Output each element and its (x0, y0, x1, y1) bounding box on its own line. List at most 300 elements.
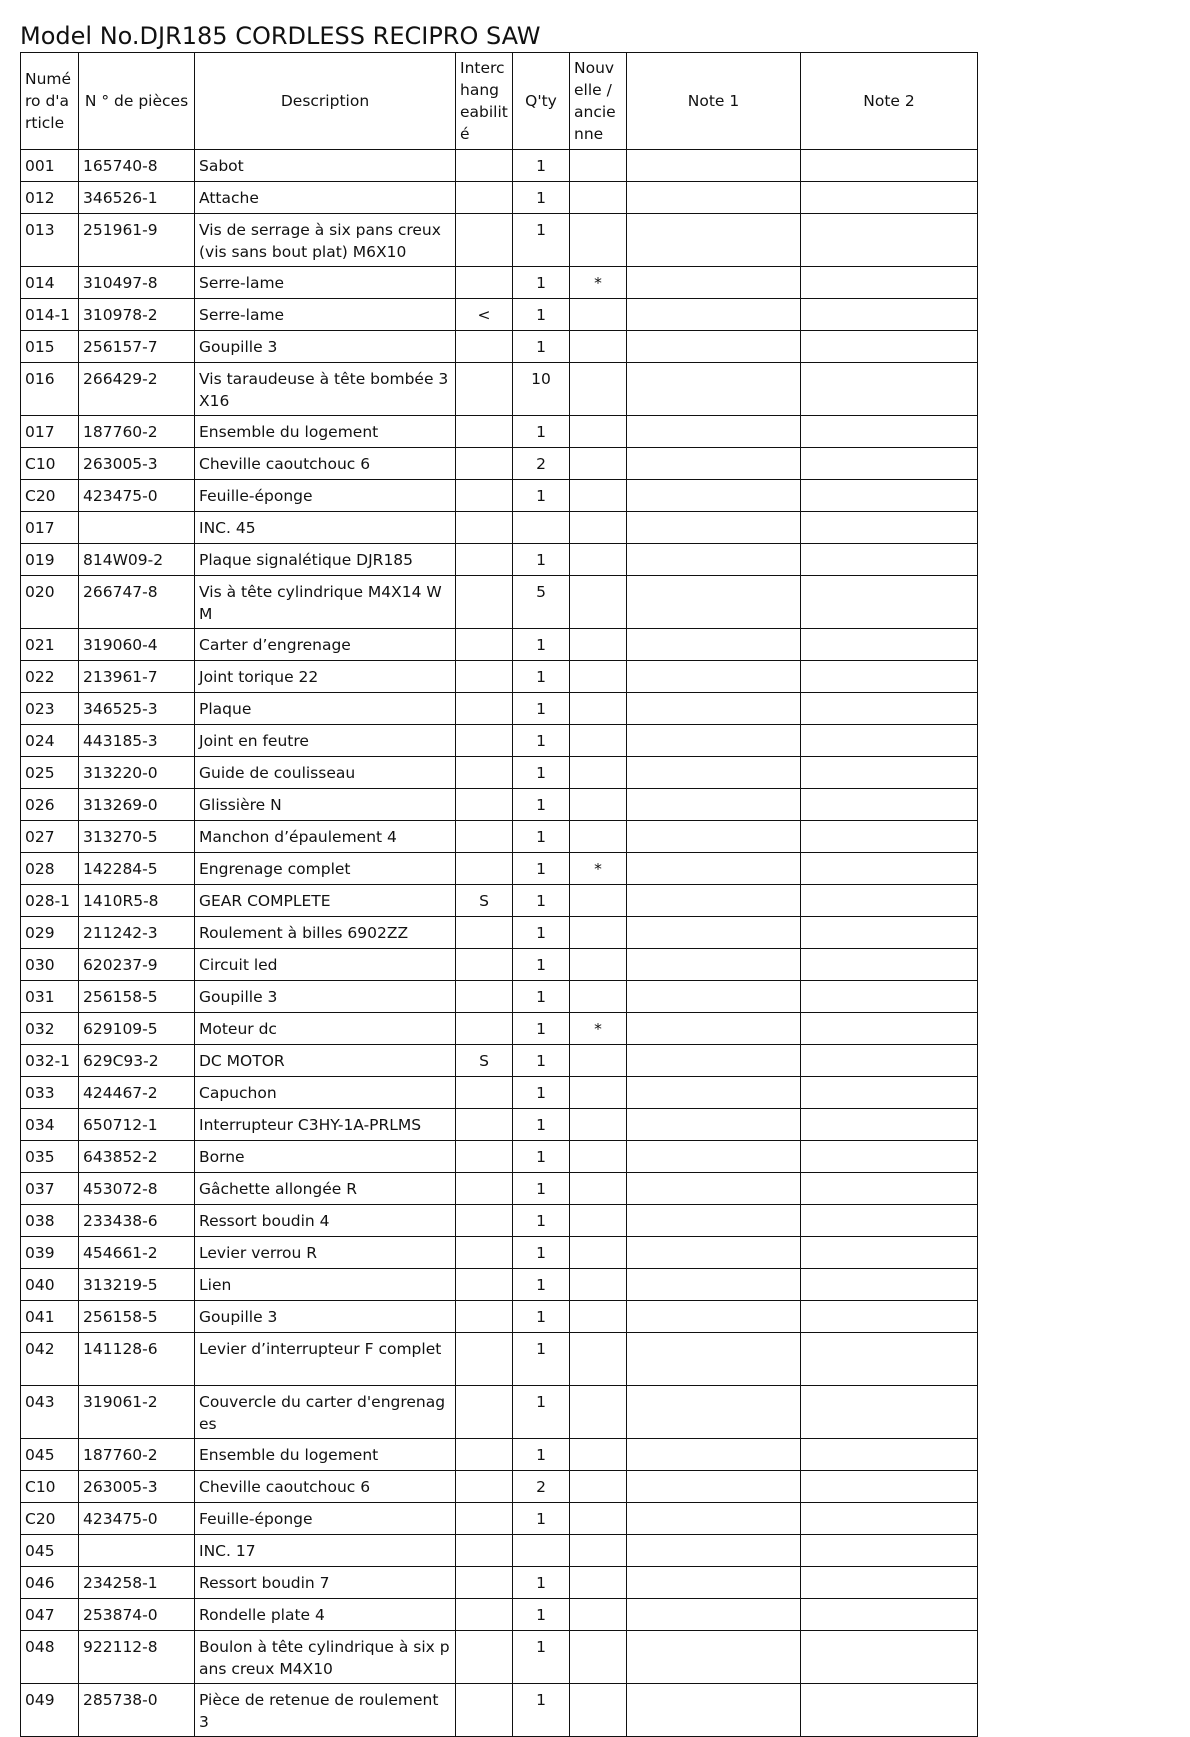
cell-note1 (627, 1205, 801, 1237)
cell-qty: 1 (513, 949, 570, 981)
cell-note2 (801, 1567, 978, 1599)
cell-part-no: 266747-8 (79, 576, 195, 629)
cell-item-no: 017 (21, 512, 79, 544)
cell-description: Glissière N (195, 789, 456, 821)
cell-part-no: 310978-2 (79, 299, 195, 331)
cell-description: GEAR COMPLETE (195, 885, 456, 917)
cell-item-no: 047 (21, 1599, 79, 1631)
cell-qty: 1 (513, 1077, 570, 1109)
table-row (21, 693, 978, 725)
cell-part-no: 629C93-2 (79, 1045, 195, 1077)
cell-qty: 1 (513, 544, 570, 576)
table-row (21, 214, 978, 267)
cell-new-old (570, 1205, 627, 1237)
cell-qty: 1 (513, 267, 570, 299)
cell-new-old (570, 949, 627, 981)
cell-note2 (801, 416, 978, 448)
cell-part-no: 643852-2 (79, 1141, 195, 1173)
cell-qty: 1 (513, 821, 570, 853)
cell-interchangeability (456, 693, 513, 725)
parts-table-body (21, 150, 978, 1737)
cell-note2 (801, 1439, 978, 1471)
header-note2: Note 2 (801, 53, 978, 150)
cell-description: INC. 17 (195, 1535, 456, 1567)
cell-item-no: 028-1 (21, 885, 79, 917)
cell-description: Levier d’interrupteur F complet (195, 1333, 456, 1386)
cell-description: Serre-lame (195, 267, 456, 299)
cell-qty: 1 (513, 214, 570, 267)
cell-qty: 1 (513, 1631, 570, 1684)
cell-note2 (801, 150, 978, 182)
page-title: Model No.DJR185 CORDLESS RECIPRO SAW (20, 22, 541, 50)
cell-note1 (627, 1045, 801, 1077)
cell-interchangeability: < (456, 299, 513, 331)
cell-note2 (801, 1386, 978, 1439)
cell-part-no: 423475-0 (79, 480, 195, 512)
cell-interchangeability (456, 629, 513, 661)
cell-item-no: 020 (21, 576, 79, 629)
cell-qty: 1 (513, 1173, 570, 1205)
cell-item-no: 014 (21, 267, 79, 299)
cell-description: Pièce de retenue de roulement 3 (195, 1684, 456, 1737)
cell-note2 (801, 363, 978, 416)
table-row (21, 512, 978, 544)
cell-item-no: 032-1 (21, 1045, 79, 1077)
cell-qty: 1 (513, 725, 570, 757)
cell-description: Gâchette allongée R (195, 1173, 456, 1205)
cell-description: Sabot (195, 150, 456, 182)
cell-note1 (627, 1503, 801, 1535)
cell-part-no: 211242-3 (79, 917, 195, 949)
cell-description: Joint en feutre (195, 725, 456, 757)
cell-qty: 1 (513, 1205, 570, 1237)
cell-interchangeability (456, 1141, 513, 1173)
cell-description: Ensemble du logement (195, 1439, 456, 1471)
cell-new-old (570, 629, 627, 661)
cell-interchangeability (456, 1599, 513, 1631)
table-row (21, 757, 978, 789)
cell-interchangeability (456, 1173, 513, 1205)
cell-note2 (801, 1503, 978, 1535)
cell-part-no: 629109-5 (79, 1013, 195, 1045)
cell-note2 (801, 1141, 978, 1173)
cell-note2 (801, 299, 978, 331)
cell-qty: 10 (513, 363, 570, 416)
cell-description: Moteur dc (195, 1013, 456, 1045)
cell-item-no: 017 (21, 416, 79, 448)
cell-qty: 1 (513, 661, 570, 693)
table-row (21, 544, 978, 576)
cell-description: Goupille 3 (195, 1301, 456, 1333)
cell-description: Serre-lame (195, 299, 456, 331)
cell-item-no: C20 (21, 480, 79, 512)
cell-new-old (570, 1237, 627, 1269)
cell-part-no: 213961-7 (79, 661, 195, 693)
header-row (21, 53, 978, 150)
cell-item-no: 032 (21, 1013, 79, 1045)
cell-interchangeability (456, 1301, 513, 1333)
cell-interchangeability (456, 1077, 513, 1109)
cell-interchangeability (456, 757, 513, 789)
cell-note2 (801, 480, 978, 512)
cell-new-old (570, 1535, 627, 1567)
cell-interchangeability (456, 1631, 513, 1684)
cell-description: Circuit led (195, 949, 456, 981)
parts-table (20, 52, 978, 1737)
cell-new-old (570, 416, 627, 448)
cell-note2 (801, 214, 978, 267)
cell-note1 (627, 1109, 801, 1141)
cell-description: DC MOTOR (195, 1045, 456, 1077)
cell-note1 (627, 1439, 801, 1471)
cell-description: INC. 45 (195, 512, 456, 544)
cell-note1 (627, 1386, 801, 1439)
cell-new-old (570, 1173, 627, 1205)
cell-new-old (570, 512, 627, 544)
cell-new-old (570, 725, 627, 757)
cell-description: Carter d’engrenage (195, 629, 456, 661)
cell-new-old (570, 299, 627, 331)
cell-note1 (627, 917, 801, 949)
cell-note1 (627, 1013, 801, 1045)
cell-item-no: 031 (21, 981, 79, 1013)
table-row (21, 480, 978, 512)
cell-item-no: 035 (21, 1141, 79, 1173)
cell-interchangeability (456, 949, 513, 981)
table-row (21, 1386, 978, 1439)
table-row (21, 1503, 978, 1535)
cell-part-no: 263005-3 (79, 1471, 195, 1503)
cell-item-no: C10 (21, 1471, 79, 1503)
table-row (21, 448, 978, 480)
cell-new-old: * (570, 267, 627, 299)
cell-note1 (627, 1599, 801, 1631)
cell-note2 (801, 1301, 978, 1333)
table-row (21, 331, 978, 363)
cell-interchangeability (456, 416, 513, 448)
cell-note1 (627, 512, 801, 544)
cell-item-no: 021 (21, 629, 79, 661)
cell-item-no: 039 (21, 1237, 79, 1269)
cell-item-no: 023 (21, 693, 79, 725)
cell-note2 (801, 885, 978, 917)
cell-description: Cheville caoutchouc 6 (195, 1471, 456, 1503)
cell-qty: 1 (513, 299, 570, 331)
cell-part-no: 423475-0 (79, 1503, 195, 1535)
cell-note2 (801, 331, 978, 363)
cell-part-no: 453072-8 (79, 1173, 195, 1205)
cell-note2 (801, 629, 978, 661)
cell-description: Ressort boudin 4 (195, 1205, 456, 1237)
cell-item-no: 030 (21, 949, 79, 981)
cell-interchangeability (456, 917, 513, 949)
header-part-no: N ° de pièces (79, 53, 195, 150)
cell-new-old: * (570, 853, 627, 885)
cell-qty: 2 (513, 448, 570, 480)
cell-note2 (801, 1237, 978, 1269)
cell-part-no: 165740-8 (79, 150, 195, 182)
cell-note1 (627, 576, 801, 629)
cell-new-old (570, 182, 627, 214)
cell-note2 (801, 182, 978, 214)
header-new-old: Nouvelle / ancienne (570, 53, 627, 150)
cell-description: Cheville caoutchouc 6 (195, 448, 456, 480)
cell-interchangeability: S (456, 1045, 513, 1077)
cell-note2 (801, 1684, 978, 1737)
cell-qty: 5 (513, 576, 570, 629)
cell-qty: 1 (513, 1684, 570, 1737)
cell-note2 (801, 1173, 978, 1205)
cell-description: Attache (195, 182, 456, 214)
cell-interchangeability (456, 1333, 513, 1386)
cell-part-no: 187760-2 (79, 416, 195, 448)
cell-new-old (570, 789, 627, 821)
cell-qty: 1 (513, 1237, 570, 1269)
cell-new-old (570, 544, 627, 576)
cell-item-no: 040 (21, 1269, 79, 1301)
cell-qty: 1 (513, 757, 570, 789)
cell-item-no: 028 (21, 853, 79, 885)
cell-part-no: 141128-6 (79, 1333, 195, 1386)
cell-qty: 1 (513, 917, 570, 949)
table-row (21, 1013, 978, 1045)
cell-note1 (627, 1471, 801, 1503)
cell-interchangeability (456, 1503, 513, 1535)
cell-qty: 1 (513, 1599, 570, 1631)
cell-item-no: 029 (21, 917, 79, 949)
header-note1: Note 1 (627, 53, 801, 150)
cell-description: Levier verrou R (195, 1237, 456, 1269)
cell-note2 (801, 725, 978, 757)
cell-item-no: 034 (21, 1109, 79, 1141)
cell-note2 (801, 661, 978, 693)
cell-interchangeability (456, 1535, 513, 1567)
table-row (21, 629, 978, 661)
cell-part-no: 263005-3 (79, 448, 195, 480)
cell-interchangeability (456, 576, 513, 629)
cell-note2 (801, 1269, 978, 1301)
cell-qty: 1 (513, 629, 570, 661)
cell-interchangeability (456, 214, 513, 267)
cell-new-old (570, 693, 627, 725)
cell-new-old (570, 885, 627, 917)
cell-note1 (627, 789, 801, 821)
cell-note2 (801, 512, 978, 544)
cell-description: Feuille-éponge (195, 480, 456, 512)
cell-part-no: 266429-2 (79, 363, 195, 416)
cell-new-old (570, 1439, 627, 1471)
cell-new-old (570, 150, 627, 182)
cell-note2 (801, 789, 978, 821)
cell-note1 (627, 448, 801, 480)
cell-interchangeability (456, 331, 513, 363)
cell-item-no: 024 (21, 725, 79, 757)
cell-qty: 2 (513, 1471, 570, 1503)
table-row (21, 1567, 978, 1599)
cell-note2 (801, 1631, 978, 1684)
cell-note2 (801, 1599, 978, 1631)
cell-note1 (627, 949, 801, 981)
table-row (21, 416, 978, 448)
cell-interchangeability (456, 853, 513, 885)
cell-description: Guide de coulisseau (195, 757, 456, 789)
cell-new-old (570, 917, 627, 949)
cell-description: Plaque (195, 693, 456, 725)
table-row (21, 1269, 978, 1301)
cell-qty: 1 (513, 885, 570, 917)
cell-qty: 1 (513, 1269, 570, 1301)
cell-item-no: 038 (21, 1205, 79, 1237)
cell-note1 (627, 267, 801, 299)
cell-item-no: C10 (21, 448, 79, 480)
cell-interchangeability (456, 1439, 513, 1471)
table-row (21, 1077, 978, 1109)
cell-part-no: 233438-6 (79, 1205, 195, 1237)
cell-note1 (627, 1301, 801, 1333)
table-row (21, 981, 978, 1013)
cell-note1 (627, 1237, 801, 1269)
cell-part-no: 251961-9 (79, 214, 195, 267)
cell-part-no: 443185-3 (79, 725, 195, 757)
cell-new-old (570, 1567, 627, 1599)
table-row (21, 949, 978, 981)
cell-item-no: 045 (21, 1535, 79, 1567)
cell-note1 (627, 629, 801, 661)
cell-interchangeability (456, 512, 513, 544)
cell-note2 (801, 576, 978, 629)
cell-part-no: 256157-7 (79, 331, 195, 363)
cell-note2 (801, 1535, 978, 1567)
cell-note1 (627, 661, 801, 693)
cell-interchangeability (456, 725, 513, 757)
cell-item-no: 013 (21, 214, 79, 267)
cell-qty: 1 (513, 331, 570, 363)
cell-interchangeability (456, 789, 513, 821)
cell-note2 (801, 1077, 978, 1109)
cell-item-no: 049 (21, 1684, 79, 1737)
cell-note2 (801, 1109, 978, 1141)
cell-interchangeability (456, 661, 513, 693)
table-row (21, 1333, 978, 1386)
header-qty: Q'ty (513, 53, 570, 150)
cell-note1 (627, 981, 801, 1013)
cell-description: Ressort boudin 7 (195, 1567, 456, 1599)
table-row (21, 1237, 978, 1269)
cell-part-no: 650712-1 (79, 1109, 195, 1141)
cell-item-no: 046 (21, 1567, 79, 1599)
cell-qty (513, 512, 570, 544)
cell-new-old: * (570, 1013, 627, 1045)
cell-description: Interrupteur C3HY-1A-PRLMS (195, 1109, 456, 1141)
cell-item-no: 012 (21, 182, 79, 214)
cell-qty: 1 (513, 693, 570, 725)
cell-note2 (801, 1013, 978, 1045)
cell-note2 (801, 267, 978, 299)
table-row (21, 917, 978, 949)
cell-new-old (570, 1333, 627, 1386)
cell-description: Goupille 3 (195, 981, 456, 1013)
cell-item-no: 019 (21, 544, 79, 576)
cell-new-old (570, 757, 627, 789)
cell-interchangeability (456, 1684, 513, 1737)
cell-qty: 1 (513, 1439, 570, 1471)
cell-note1 (627, 885, 801, 917)
cell-interchangeability (456, 182, 513, 214)
cell-new-old (570, 448, 627, 480)
table-row (21, 1301, 978, 1333)
cell-interchangeability (456, 363, 513, 416)
cell-note2 (801, 1333, 978, 1386)
table-row (21, 1599, 978, 1631)
cell-item-no: 025 (21, 757, 79, 789)
cell-new-old (570, 576, 627, 629)
cell-note2 (801, 1471, 978, 1503)
cell-note1 (627, 693, 801, 725)
cell-new-old (570, 363, 627, 416)
cell-note2 (801, 1205, 978, 1237)
cell-qty: 1 (513, 150, 570, 182)
cell-new-old (570, 661, 627, 693)
cell-part-no: 234258-1 (79, 1567, 195, 1599)
cell-new-old (570, 1684, 627, 1737)
cell-note1 (627, 214, 801, 267)
cell-qty: 1 (513, 789, 570, 821)
cell-interchangeability (456, 448, 513, 480)
table-row (21, 182, 978, 214)
cell-qty: 1 (513, 1386, 570, 1439)
cell-qty: 1 (513, 981, 570, 1013)
cell-part-no: 424467-2 (79, 1077, 195, 1109)
cell-item-no: 015 (21, 331, 79, 363)
cell-part-no: 256158-5 (79, 981, 195, 1013)
cell-item-no: 033 (21, 1077, 79, 1109)
cell-description: Feuille-éponge (195, 1503, 456, 1535)
cell-part-no: 922112-8 (79, 1631, 195, 1684)
cell-note1 (627, 1141, 801, 1173)
cell-note1 (627, 757, 801, 789)
cell-new-old (570, 1045, 627, 1077)
cell-qty: 1 (513, 1109, 570, 1141)
cell-note2 (801, 853, 978, 885)
cell-new-old (570, 214, 627, 267)
cell-new-old (570, 480, 627, 512)
cell-new-old (570, 821, 627, 853)
cell-part-no: 620237-9 (79, 949, 195, 981)
cell-description: Roulement à billes 6902ZZ (195, 917, 456, 949)
cell-interchangeability (456, 1205, 513, 1237)
cell-interchangeability (456, 544, 513, 576)
cell-note2 (801, 981, 978, 1013)
cell-part-no: 1410R5-8 (79, 885, 195, 917)
cell-part-no: 256158-5 (79, 1301, 195, 1333)
table-row (21, 1684, 978, 1737)
cell-new-old (570, 1077, 627, 1109)
cell-item-no: 045 (21, 1439, 79, 1471)
cell-note1 (627, 1567, 801, 1599)
cell-note1 (627, 1269, 801, 1301)
cell-description: Borne (195, 1141, 456, 1173)
cell-part-no: 814W09-2 (79, 544, 195, 576)
cell-qty: 1 (513, 480, 570, 512)
cell-qty: 1 (513, 1013, 570, 1045)
cell-note1 (627, 182, 801, 214)
cell-item-no: 048 (21, 1631, 79, 1684)
cell-description: Vis taraudeuse à tête bombée 3X16 (195, 363, 456, 416)
cell-interchangeability (456, 1471, 513, 1503)
cell-note2 (801, 1045, 978, 1077)
cell-note1 (627, 1077, 801, 1109)
cell-interchangeability (456, 1269, 513, 1301)
